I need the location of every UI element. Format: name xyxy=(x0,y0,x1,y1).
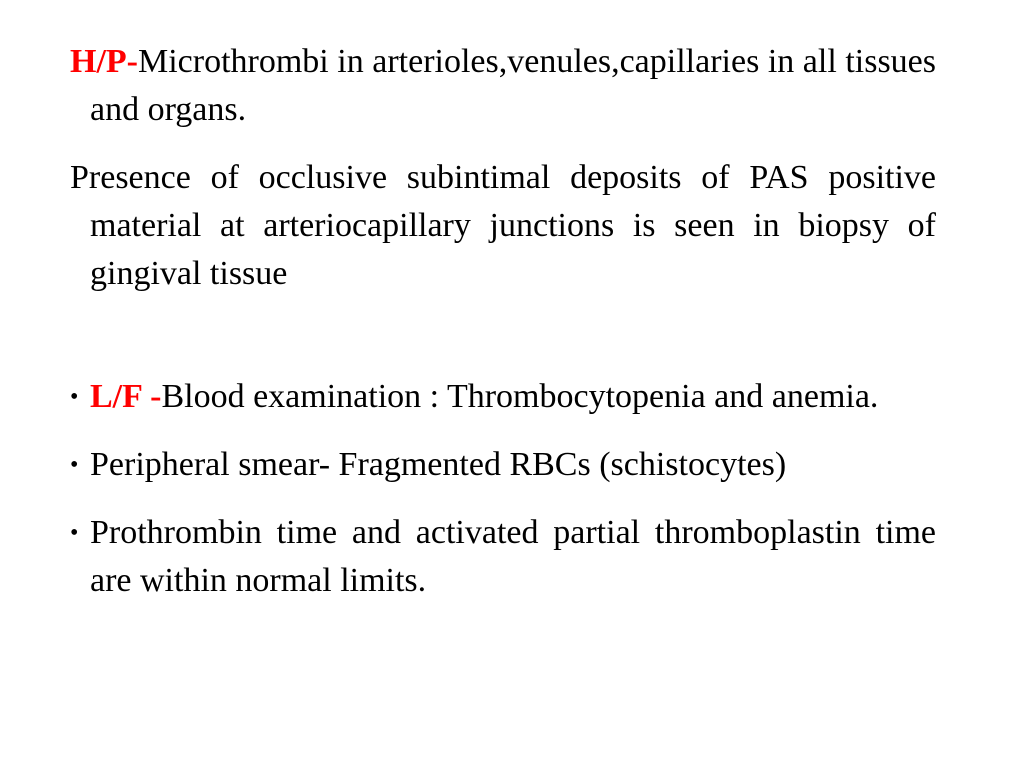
spacer xyxy=(70,421,936,441)
findings-list xyxy=(70,373,936,605)
smear-text: Peripheral smear- Fragmented RBCs (schistocytes) xyxy=(90,446,787,483)
hp-text: Microthrombi in arterioles,venules,capillaries in all tissues and organs. xyxy=(90,43,936,128)
bullet-icon: • xyxy=(70,520,79,546)
bullet-icon: • xyxy=(70,384,79,410)
hp-label: H/P- xyxy=(70,43,138,80)
bullet-icon: • xyxy=(70,452,79,478)
spacer xyxy=(70,298,936,373)
presence-paragraph: Presence of occlusive subintimal deposits of PAS positive material at arteriocapillary junctions is seen in biopsy of gingival tissue xyxy=(70,159,936,292)
list-item-smear xyxy=(70,441,936,489)
hp-paragraph xyxy=(70,38,936,134)
spacer xyxy=(70,489,936,509)
lf-text: Blood examination : Thrombocytopenia and anemia. xyxy=(161,378,879,415)
spacer xyxy=(70,134,936,154)
lf-label: L/F - xyxy=(90,378,162,415)
slide-content xyxy=(70,38,936,605)
list-item-prothrombin xyxy=(70,509,936,605)
list-item-lf xyxy=(70,373,936,421)
prothrombin-text: Prothrombin time and activated partial thromboplastin time are within normal limits. xyxy=(90,514,936,599)
